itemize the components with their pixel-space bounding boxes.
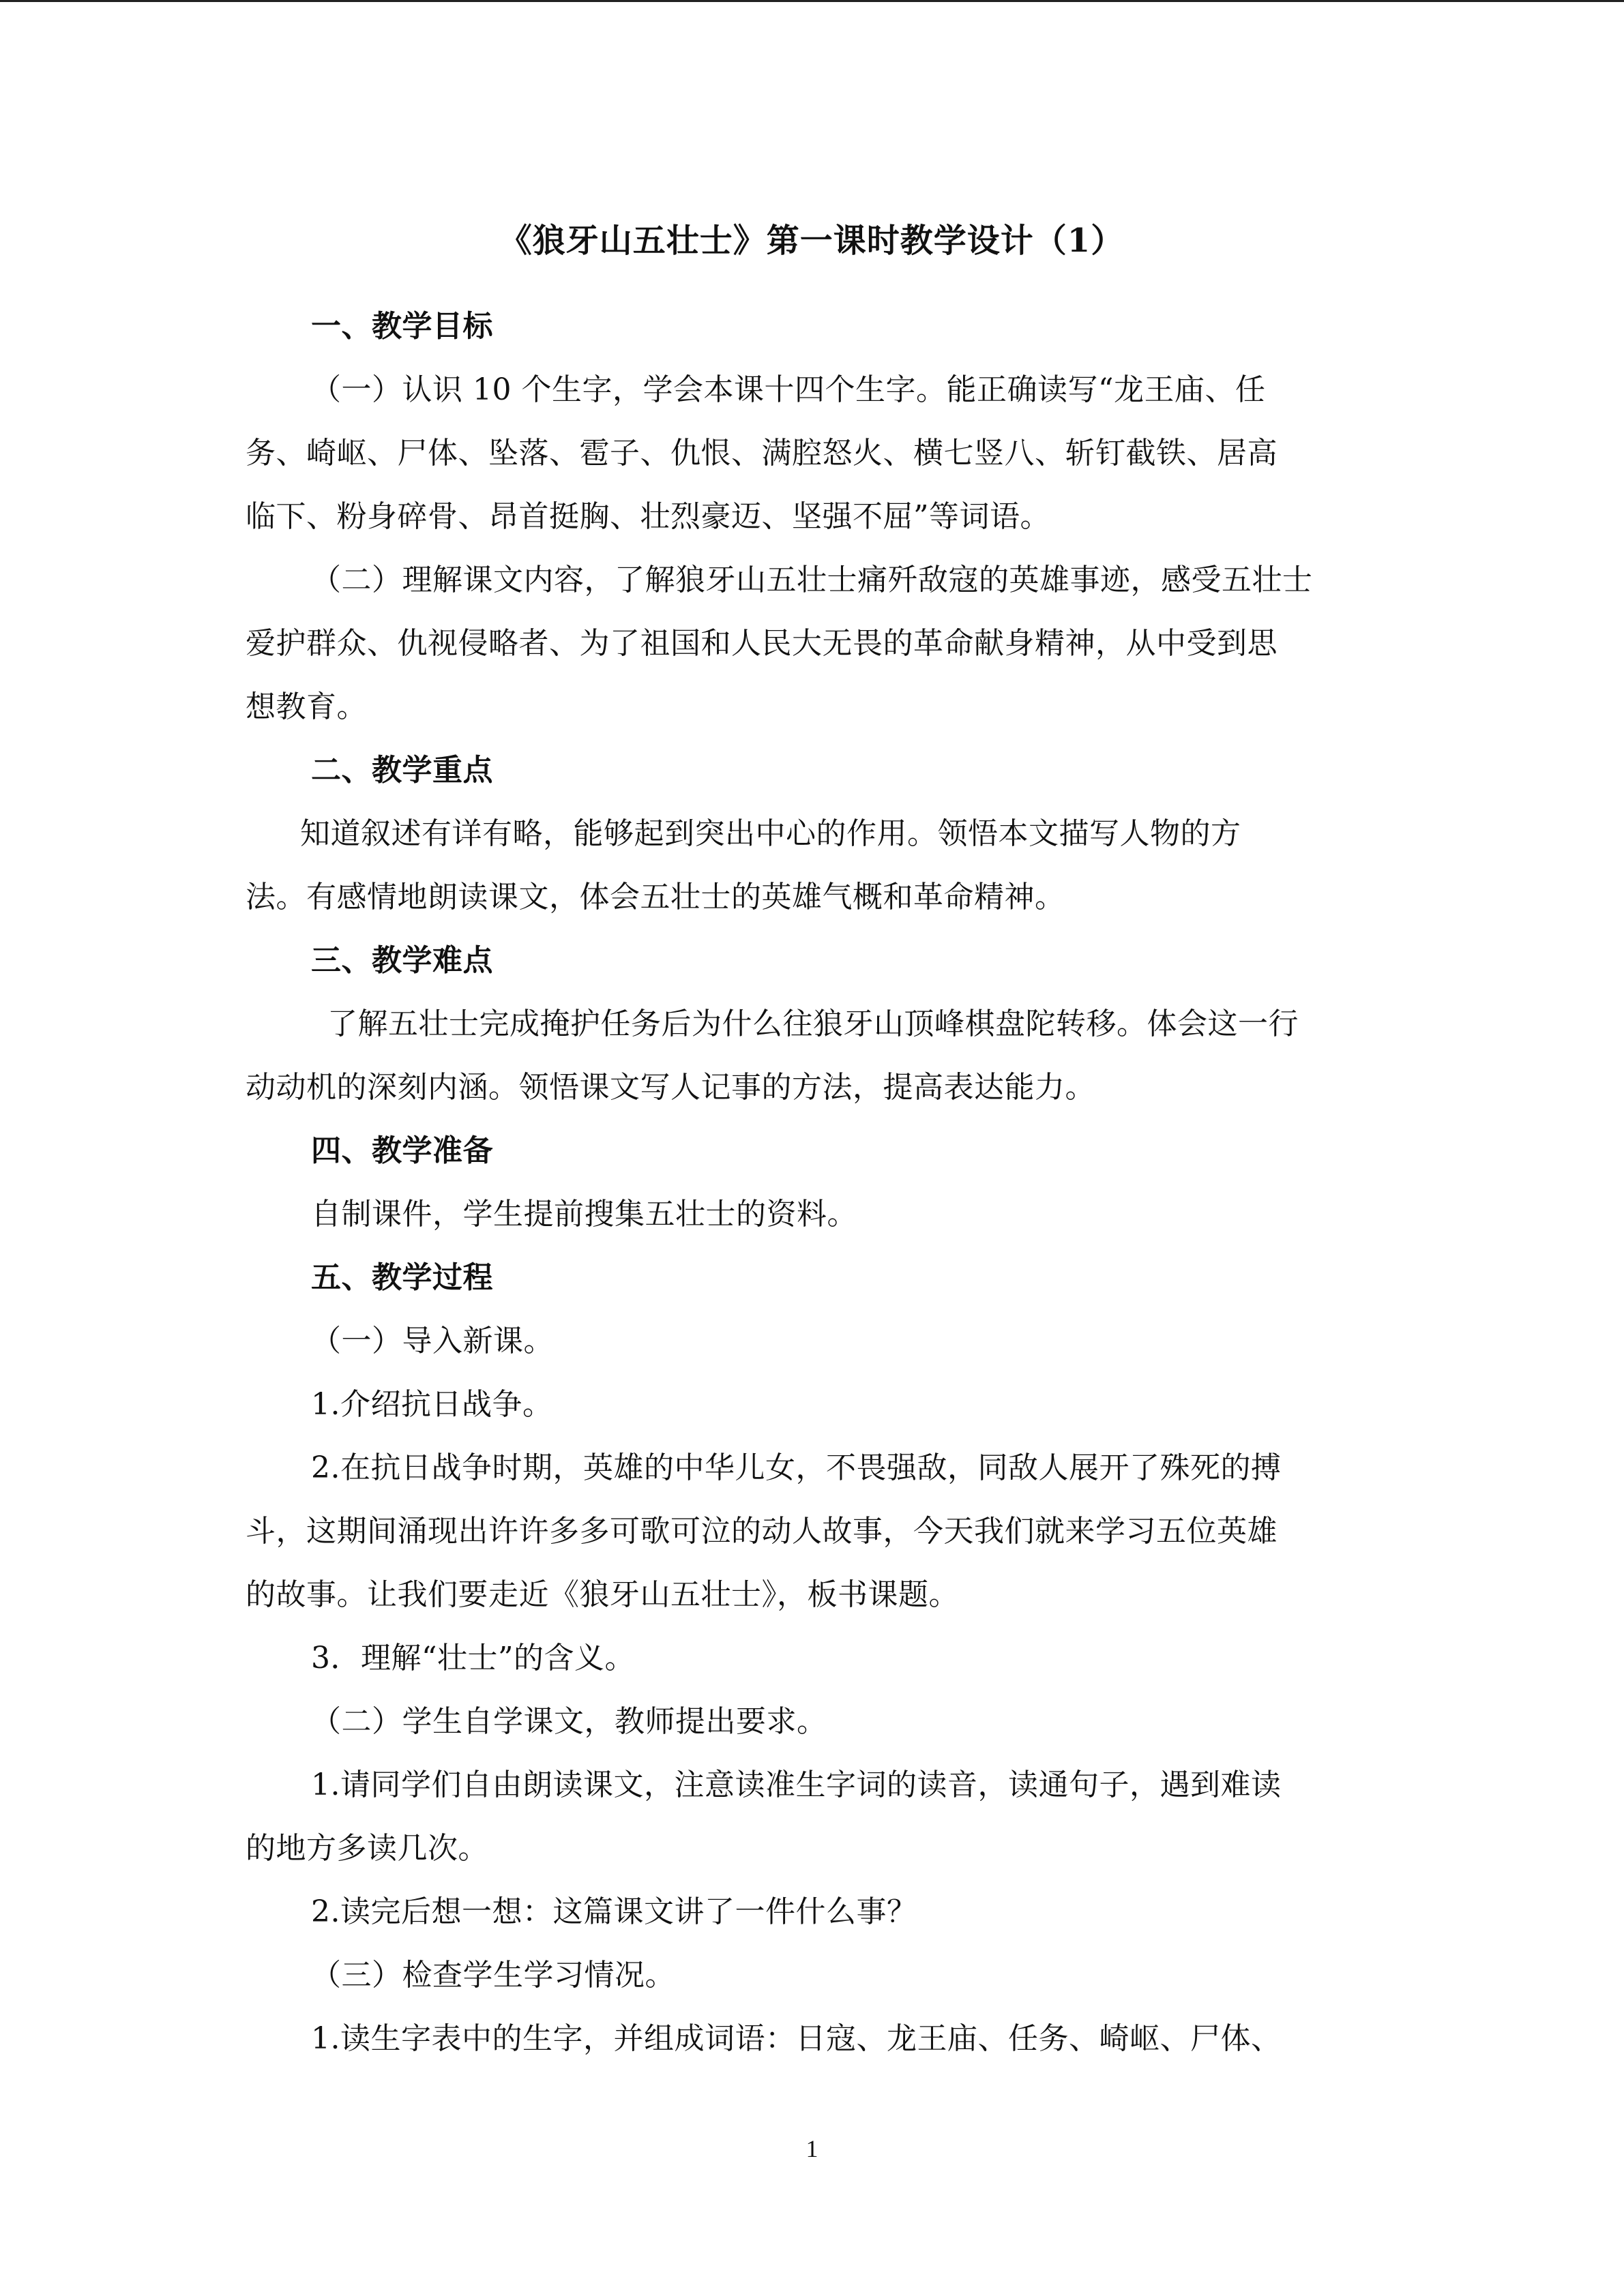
section-heading-difficulties: 三、教学难点 — [311, 943, 493, 978]
paragraph-line: 了解五壮士完成掩护任务后为什么往狼牙山顶峰棋盘陀转移。体会这一行 — [327, 1007, 1299, 1041]
paragraph-line: 知道叙述有详有略，能够起到突出中心的作用。领悟本文描写人物的方 — [300, 816, 1241, 851]
page-top-border — [0, 0, 1624, 2]
paragraph-line: 1.读生字表中的生字，并组成词语：日寇、龙王庙、任务、崎岖、尸体、 — [311, 2021, 1282, 2056]
paragraph-line: （一）导入新课。 — [311, 1324, 554, 1358]
paragraph-line: 动动机的深刻内涵。领悟课文写人记事的方法，提高表达能力。 — [246, 1070, 1095, 1105]
paragraph-line: 斗，这期间涌现出许许多多可歌可泣的动人故事，今天我们就来学习五位英雄 — [246, 1514, 1278, 1549]
paragraph-line: （二）学生自学课文，教师提出要求。 — [311, 1704, 827, 1739]
section-heading-preparation: 四、教学准备 — [311, 1133, 493, 1168]
paragraph-line: 的地方多读几次。 — [246, 1831, 488, 1866]
paragraph-line: （一）认识 10 个生字，学会本课十四个生字。能正确读写“龙王庙、任 — [311, 372, 1266, 407]
paragraph-line: 3．理解“壮士”的含义。 — [311, 1641, 635, 1675]
section-heading-objectives: 一、教学目标 — [311, 309, 493, 344]
section-heading-key-points: 二、教学重点 — [311, 753, 493, 788]
paragraph-line: 想教育。 — [246, 689, 367, 724]
document-page — [246, 211, 1378, 2070]
paragraph-line: 务、崎岖、尸体、坠落、雹子、仇恨、满腔怒火、横七竖八、斩钉截铁、居高 — [246, 436, 1278, 471]
paragraph-line: 2.读完后想一想：这篇课文讲了一件什么事？ — [311, 1894, 917, 1929]
paragraph-line: （三）检查学生学习情况。 — [311, 1958, 675, 1993]
paragraph-line: 临下、粉身碎骨、昂首挺胸、壮烈豪迈、坚强不屈”等词语。 — [246, 499, 1050, 534]
paragraph-line: （二）理解课文内容，了解狼牙山五壮士痛歼敌寇的英雄事迹，感受五壮士 — [311, 563, 1313, 597]
section-heading-process: 五、教学过程 — [311, 1260, 493, 1295]
paragraph-line: 法。有感情地朗读课文，体会五壮士的英雄气概和革命精神。 — [246, 880, 1065, 914]
paragraph-line: 1.介绍抗日战争。 — [311, 1387, 553, 1422]
page-number: 1 — [806, 2135, 818, 2162]
paragraph-line: 1.请同学们自由朗读课文，注意读准生字词的读音，读通句子，遇到难读 — [311, 1768, 1282, 1802]
paragraph-line: 2.在抗日战争时期，英雄的中华儿女，不畏强敌，同敌人展开了殊死的搏 — [311, 1450, 1282, 1485]
paragraph-line: 自制课件，学生提前搜集五壮士的资料。 — [311, 1197, 857, 1232]
paragraph-line: 爱护群众、仇视侵略者、为了祖国和人民大无畏的革命献身精神，从中受到思 — [246, 626, 1278, 661]
paragraph-line: 的故事。让我们要走近《狼牙山五壮士》，板书课题。 — [246, 1577, 959, 1612]
document-title: 《狼牙山五壮士》第一课时教学设计（1） — [499, 222, 1125, 260]
